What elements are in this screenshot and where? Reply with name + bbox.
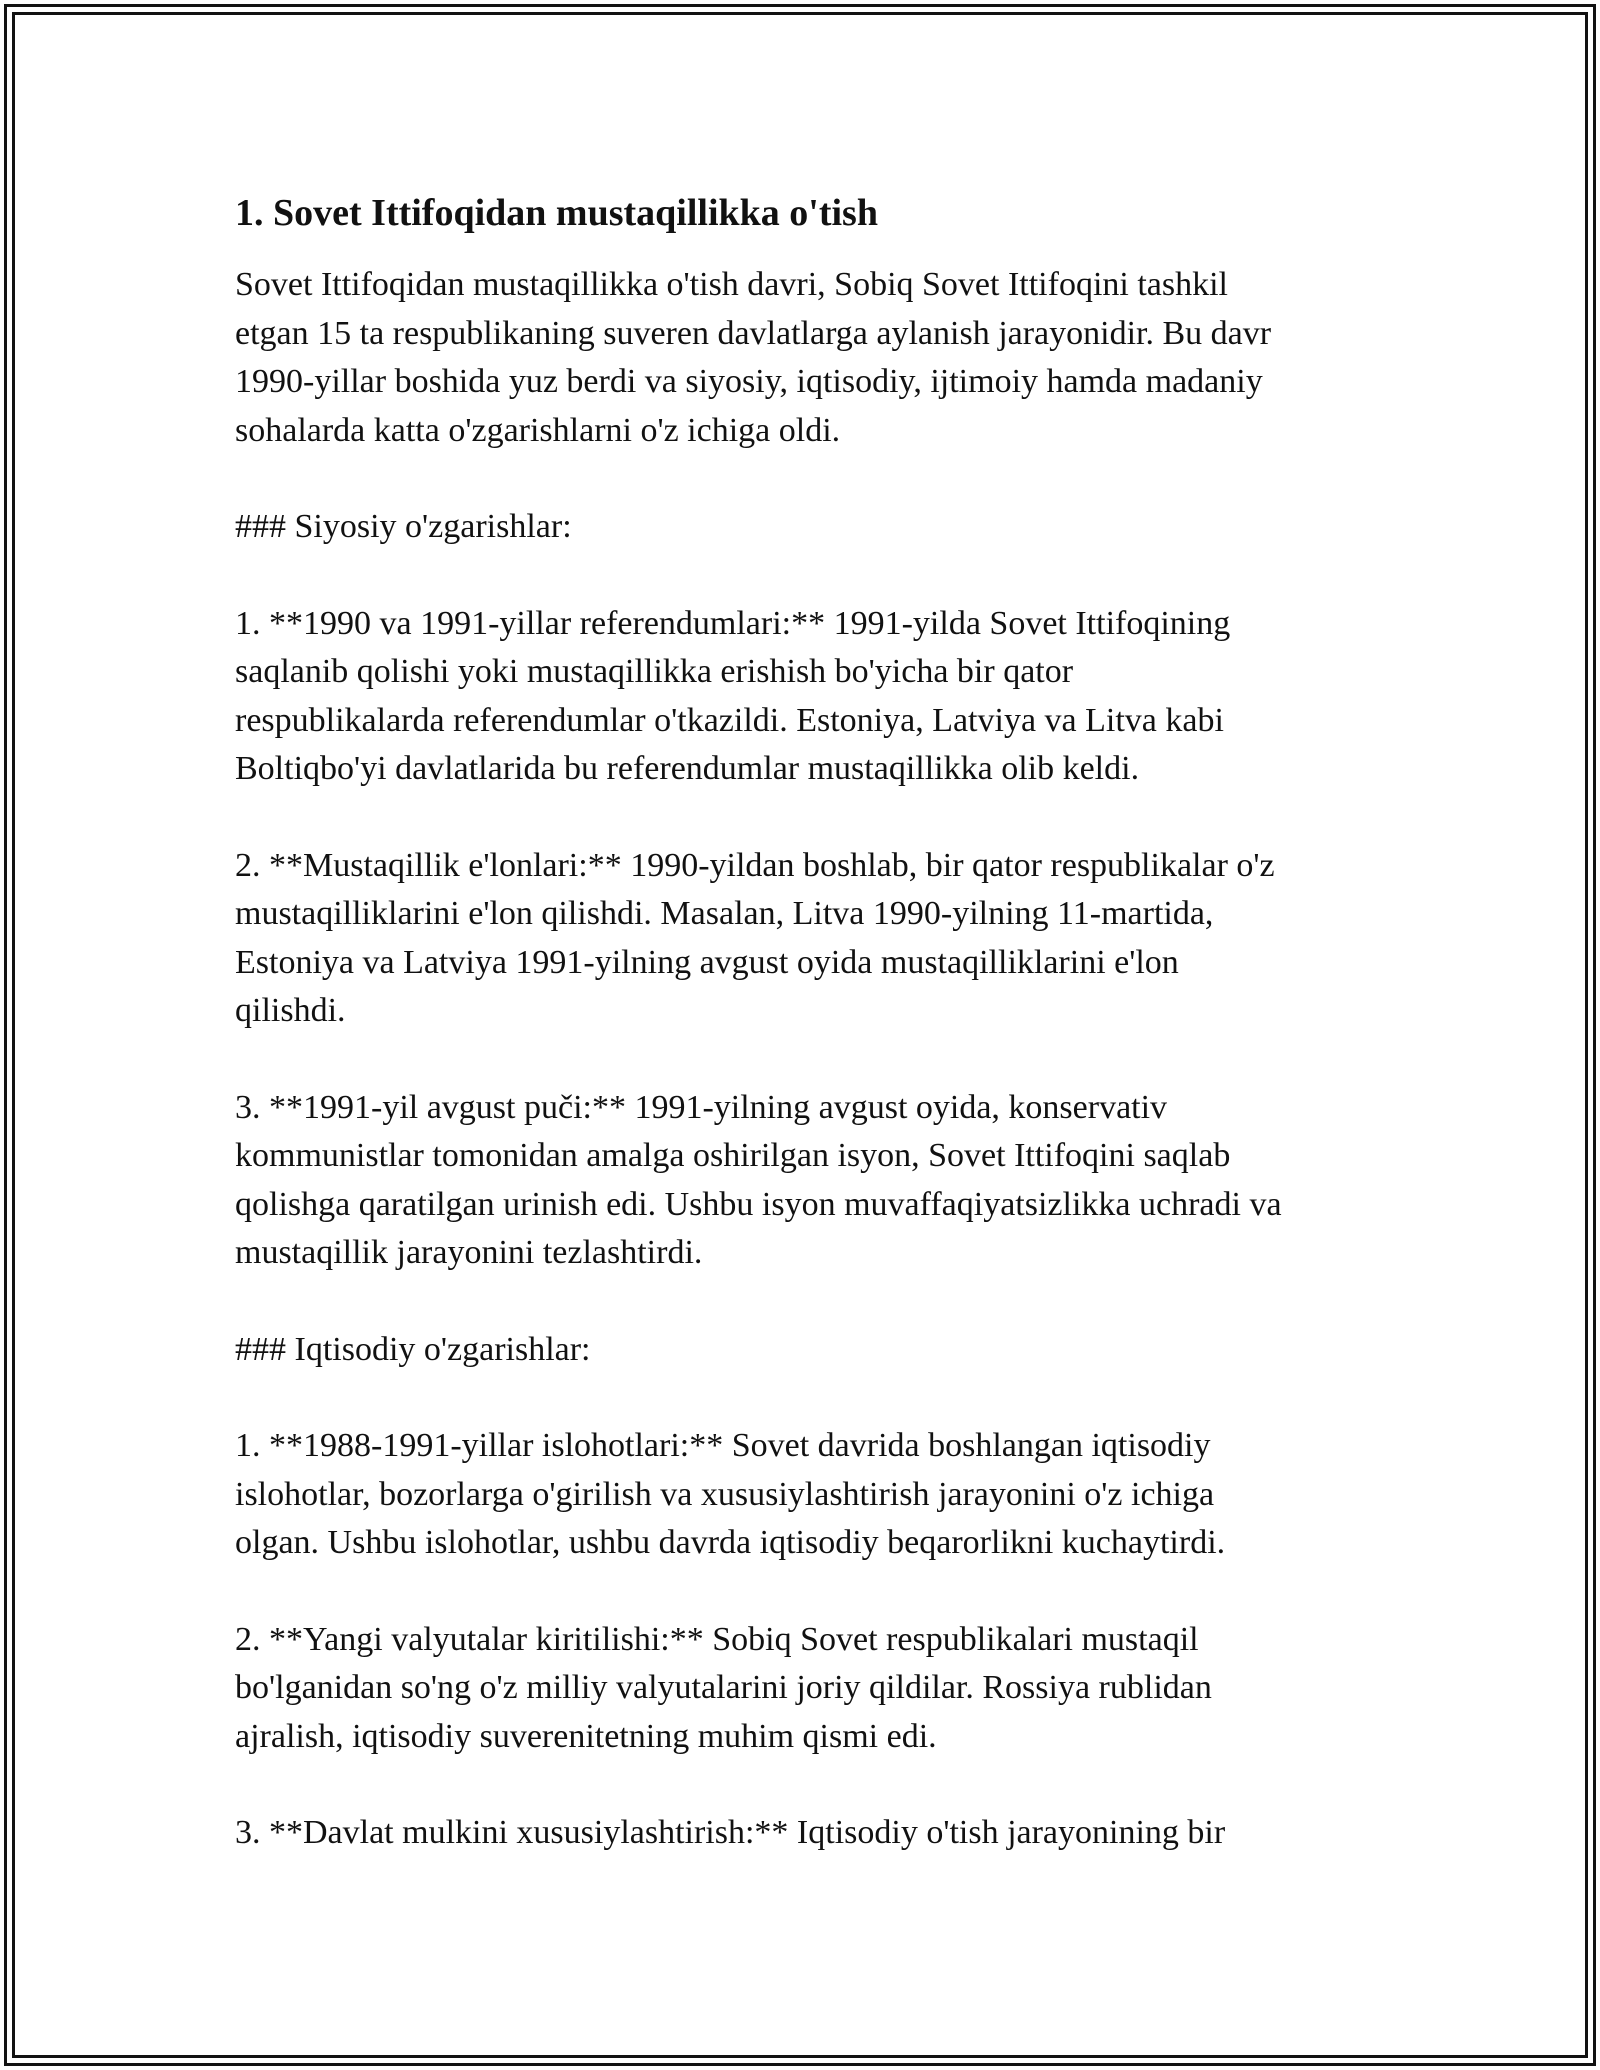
list-item-independence-declarations: 2. **Mustaqillik e'lonlari:** 1990-yildan boshlab, bir qator respublikalar o'z mustaqilliklarini e'lon qilishdi. Masalan, Litva 1990-yilning 11-martida, Estoniya va Latviya 1991-yilning avgust oyida mustaqilliklarini e'lon qilishdi. <box>235 846 1275 1029</box>
list-item-august-coup: 3. **1991-yil avgust puči:** 1991-yilning avgust oyida, konservativ kommunistlar tomonidan amalga oshirilgan isyon, Sovet Ittifoqini saqlab qolishga qaratilgan urinish edi. Ushbu isyon muvaffaqiyatsizlikka uchradi va mustaqillik jarayonini tezlashtirdi. <box>235 1088 1282 1271</box>
list-item-new-currencies: 2. **Yangi valyutalar kiritilishi:** Sobiq Sovet respublikalari mustaqil bo'lganidan so'ng o'z milliy valyutalarini joriy qildilar. Rossiya rublidan ajralish, iqtisodiy suverenitetning muhim qismi edi. <box>235 1620 1212 1755</box>
list-item-referendums: 1. **1990 va 1991-yillar referendumlari:** 1991-yilda Sovet Ittifoqining saqlanib qolishi yoki mustaqillikka erishish bo'yicha bir qator respublikalarda referendumlar o'tkazildi. Estoniya, Latviya va Litva kabi Boltiqbo'yi davlatlarida bu referendumlar mustaqillikka olib keldi. <box>235 604 1231 787</box>
subheading-economic-changes: ### Iqtisodiy o'zgarishlar: <box>235 1330 591 1368</box>
document-body <box>235 185 1385 1906</box>
list-item-reforms: 1. **1988-1991-yillar islohotlari:** Sovet davrida boshlangan iqtisodiy islohotlar, bozorlarga o'girilish va xususiylashtirish jarayonini o'z ichiga olgan. Ushbu islohotlar, ushbu davrda iqtisodiy beqarorlikni kuchaytirdi. <box>235 1427 1226 1561</box>
subheading-political-changes: ### Siyosiy o'zgarishlar: <box>235 508 572 545</box>
section-heading: 1. Sovet Ittifoqidan mustaqillikka o'tish <box>235 192 878 234</box>
list-item-privatization: 3. **Davlat mulkini xususiylashtirish:** Iqtisodiy o'tish jarayonining bir <box>235 1814 1226 1851</box>
intro-paragraph: Sovet Ittifoqidan mustaqillikka o'tish davri, Sobiq Sovet Ittifoqini tashkil etgan 15 ta respublikaning suveren davlatlarga aylanish jarayonidir. Bu davr 1990-yillar boshida yuz berdi va siyosiy, iqtisodiy, ijtimoiy hamda madaniy sohalarda katta o'zgarishlarni o'z ichiga oldi. <box>235 266 1272 449</box>
